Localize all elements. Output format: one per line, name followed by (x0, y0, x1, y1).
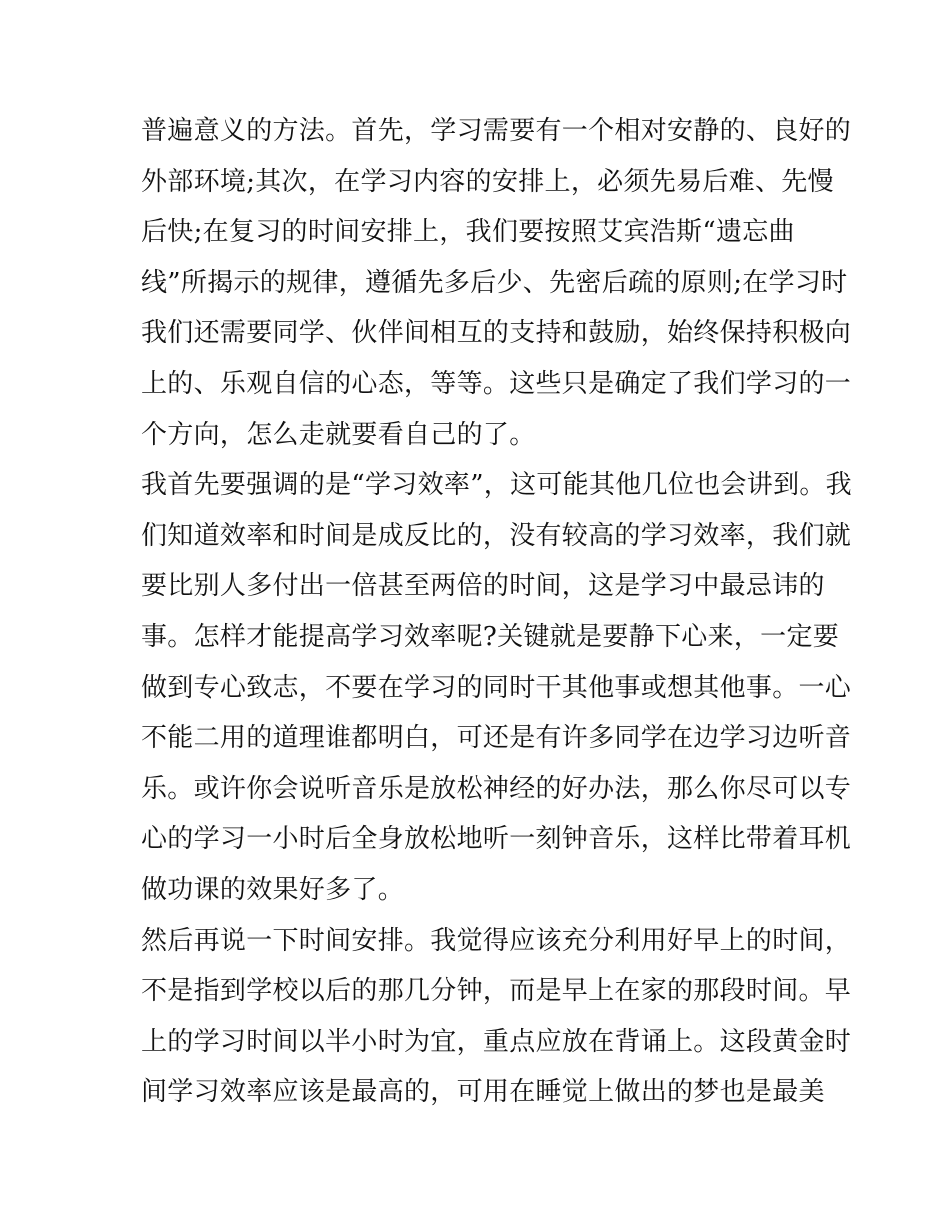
text-line: 外部环境;其次，在学习内容的安排上，必须先易后难、先慢 (141, 166, 834, 197)
text-line: 乐。或许你会说听音乐是放松神经的好办法，那么你尽可以专 (141, 773, 852, 804)
text-line: 不是指到学校以后的那几分钟，而是早上在家的那段时间。早 (141, 976, 852, 1007)
text-line: 们知道效率和时间是成反比的，没有较高的学习效率，我们就 (141, 520, 852, 551)
text-line: 线”所揭示的规律，遵循先多后少、先密后疏的原则;在学习时 (141, 267, 848, 298)
text-line: 个方向，怎么走就要看自己的了。 (141, 419, 536, 450)
text-line: 普遍意义的方法。首先，学习需要有一个相对安静的、良好的 (141, 116, 852, 146)
text-line: 事。怎样才能提高学习效率呢?关键就是要静下心来，一定要 (141, 621, 840, 652)
text-line: 间学习效率应该是最高的，可用在睡觉上做出的梦也是最美 (141, 1077, 825, 1108)
text-line: 然后再说一下时间安排。我觉得应该充分利用好早上的时间， (141, 925, 852, 956)
text-line: 上的学习时间以半小时为宜，重点应放在背诵上。这段黄金时 (141, 1026, 852, 1057)
text-line: 我首先要强调的是“学习效率”，这可能其他几位也会讲到。我 (141, 470, 852, 501)
text-line: 做功课的效果好多了。 (141, 874, 405, 905)
text-line: 不能二用的道理谁都明白，可还是有许多同学在边学习边听音 (141, 723, 852, 754)
text-line: 后快;在复习的时间安排上，我们要按照艾宾浩斯“遗忘曲 (141, 217, 795, 248)
text-line: 做到专心致志，不要在学习的同时干其他事或想其他事。一心 (141, 672, 852, 703)
text-line: 我们还需要同学、伙伴间相互的支持和鼓励，始终保持积极向 (141, 318, 852, 349)
text-line: 心的学习一小时后全身放松地听一刻钟音乐，这样比带着耳机 (141, 824, 852, 855)
text-line: 要比别人多付出一倍甚至两倍的时间，这是学习中最忌讳的 (141, 571, 825, 602)
body-text (141, 106, 852, 1118)
text-line: 上的、乐观自信的心态，等等。这些只是确定了我们学习的一 (141, 368, 852, 399)
